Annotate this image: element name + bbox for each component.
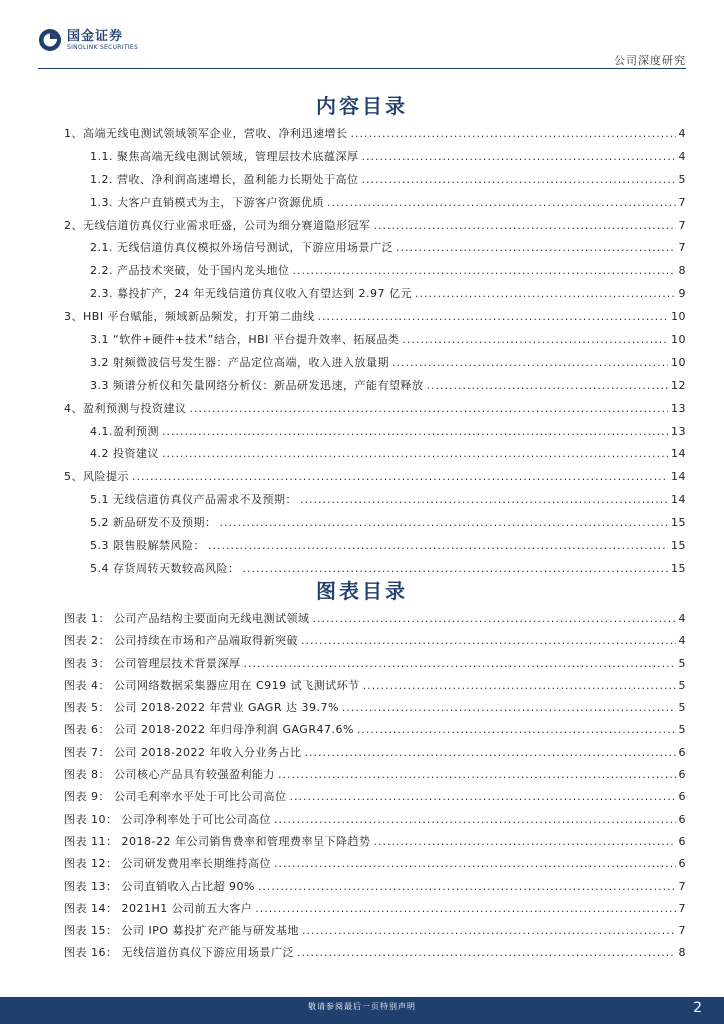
toc-entry-label: 图表 5： 公司 2018-2022 年营业 GAGR 达 39.7% [64,701,339,715]
toc-entry-label: 3.2 射频微波信号发生器：产品定位高端，收入进入放量期 [90,355,389,369]
toc-entry-page: 7 [678,241,686,255]
dot-leader [392,352,668,375]
toc-entry-page: 10 [671,310,686,324]
toc-entry[interactable] [64,466,686,489]
toc-entry[interactable] [64,329,686,352]
dot-leader [258,876,676,898]
dot-leader [300,489,668,512]
toc-entry[interactable] [64,283,686,306]
toc-entry-label: 2.2. 产品技术突破，处于国内龙头地位 [90,264,290,278]
dot-leader [255,898,675,920]
toc-entry[interactable] [64,123,686,146]
page-number: 2 [693,1000,702,1016]
toc-entry[interactable] [64,786,686,808]
sinolink-logo-icon [38,28,62,52]
toc-entry[interactable] [64,398,686,421]
toc-entry-label: 图表 15： 公司 IPO 募投扩充产能与研发基地 [64,924,300,938]
toc-entry-page: 6 [678,790,686,804]
toc-entry-label: 图表 8： 公司核心产品具有较强盈利能力 [64,768,275,782]
toc-entry-page: 5 [678,172,686,186]
dot-leader [304,742,675,764]
toc-entry-page: 13 [671,424,686,438]
toc-entry[interactable] [64,421,686,444]
dot-leader [402,329,668,352]
toc-entry-page: 7 [678,879,686,893]
toc-entry-label: 1.2. 营收、净利润高速增长，盈利能力长期处于高位 [90,172,359,186]
toc-entry[interactable] [64,237,686,260]
dot-leader [351,123,676,146]
toc-entry-label: 图表 12： 公司研发费用率长期维持高位 [64,857,271,871]
toc-entry[interactable] [64,853,686,875]
toc-entry-page: 7 [678,218,686,232]
dot-leader [290,786,676,808]
footer-disclaimer: 敬请参阅最后一页特别声明 [308,1002,416,1011]
toc-entry-label: 3.1 “软件+硬件+技术”结合，HBI 平台提升效率、拓展品类 [90,333,400,347]
dot-leader [357,719,676,741]
toc-entry-label: 4、盈利预测与投资建议 [64,401,187,415]
toc-entry[interactable] [64,146,686,169]
toc-entry[interactable] [64,608,686,630]
toc-entry-page: 6 [678,768,686,782]
toc-entry-label: 图表 16： 无线信道仿真仪下游应用场景广泛 [64,946,294,960]
toc-entry-page: 4 [678,149,686,163]
toc-entry-page: 4 [678,612,686,625]
toc-entry-label: 5.3 限售股解禁风险： [90,539,205,553]
toc-entry-label: 图表 7： 公司 2018-2022 年收入分业务占比 [64,745,302,759]
toc-entry-label: 图表 1： 公司产品结构主要面向无线电测试领域 [64,612,310,625]
dot-leader [302,920,675,942]
toc-entry[interactable] [64,697,686,719]
toc-entry-page: 5 [678,723,686,737]
dot-leader [190,398,669,421]
dot-leader [274,853,676,875]
toc-entry-page: 14 [671,470,686,484]
toc-entry-page: 9 [678,287,686,301]
dot-leader [220,512,669,535]
toc-entry[interactable] [64,675,686,697]
company-name-cn: 国金证券 [67,28,124,44]
figures-list [64,608,686,965]
toc-entry[interactable] [64,719,686,741]
toc-entry[interactable] [64,831,686,853]
toc-entry-page: 13 [671,401,686,415]
dot-leader [244,653,676,675]
toc-entry-page: 6 [678,857,686,871]
toc-entry-page: 6 [678,834,686,848]
toc-entry-label: 图表 10： 公司净利率处于可比公司高位 [64,812,271,826]
dot-leader [301,630,676,652]
toc-entry-label: 5.2 新品研发不及预期： [90,516,217,530]
toc-entry[interactable] [64,898,686,920]
dot-leader [342,697,676,719]
toc-entry-label: 2.1. 无线信道仿真仪模拟外场信号测试，下游应用场景广泛 [90,241,393,255]
toc-entry-label: 图表 11： 2018-22 年公司销售费率和管理费率呈下降趋势 [64,834,371,848]
toc-entry-label: 图表 2： 公司持续在市场和产品端取得新突破 [64,634,298,648]
toc-entry-label: 1.3. 大客户直销模式为主，下游客户资源优质 [90,195,324,209]
toc-entry-page: 15 [671,539,686,553]
dot-leader [363,675,676,697]
dot-leader [313,608,676,630]
toc-entry-page: 14 [671,447,686,461]
toc-entry-label: 5.1 无线信道仿真仪产品需求不及预期： [90,493,297,507]
toc-entry[interactable] [64,512,686,535]
dot-leader [427,375,669,398]
header-divider [38,68,686,69]
toc-entry-label: 图表 13： 公司直销收入占比超 90% [64,879,255,893]
toc-entry-label: 图表 3： 公司管理层技术背景深厚 [64,656,241,670]
toc-entry-label: 1、高端无线电测试领域领军企业，营收、净利迅速增长 [64,127,348,140]
toc-entry-label: 5.4 存货周转天数较高风险： [90,561,240,575]
toc-entry-page: 8 [678,264,686,278]
toc-entry[interactable] [64,375,686,398]
toc-entry-label: 2、无线信道仿真仪行业需求旺盛，公司为细分赛道隐形冠军 [64,218,371,232]
dot-leader [396,237,676,260]
toc-entry-label: 4.1.盈利预测 [90,424,159,438]
dot-leader [318,306,668,329]
page-header [0,0,724,70]
toc-entry[interactable] [64,876,686,898]
company-name-en: SINOLINK SECURITIES [67,43,139,51]
toc-entry-label: 4.2 投资建议 [90,447,159,461]
toc-entry-label: 图表 14： 2021H1 公司前五大客户 [64,901,253,915]
toc-entry-label: 图表 4： 公司网络数据采集器应用在 C919 试飞测试环节 [64,678,360,692]
toc-entry[interactable] [64,443,686,466]
toc-entry[interactable] [64,352,686,375]
toc-entry[interactable] [64,653,686,675]
toc-entry[interactable] [64,920,686,942]
toc-entry[interactable] [64,630,686,652]
toc-entry-page: 15 [671,561,686,575]
company-logo [38,28,138,52]
dot-leader [278,764,676,786]
toc-entry[interactable] [64,260,686,283]
toc-entry-page: 5 [678,656,686,670]
dot-leader [297,942,676,964]
dot-leader [362,146,676,169]
contents-title: 内容目录 [316,94,408,118]
toc-entry-label: 3.3 频谱分析仪和矢量网络分析仪：新品研发迅速，产能有望释放 [90,378,424,392]
toc-entry-page: 4 [678,127,686,140]
toc-entry-page: 7 [678,195,686,209]
toc-entry-page: 12 [671,378,686,392]
toc-entry[interactable] [64,306,686,329]
toc-entry-label: 图表 6： 公司 2018-2022 年归母净利润 GAGR47.6% [64,723,354,737]
dot-leader [162,443,668,466]
toc-entry-page: 5 [678,701,686,715]
toc-entry-page: 5 [678,678,686,692]
toc-entry-label: 图表 9： 公司毛利率水平处于可比公司高位 [64,790,287,804]
toc-entry[interactable] [64,489,686,512]
dot-leader [293,260,676,283]
toc-entry-label: 5、风险提示 [64,470,129,484]
figures-title: 图表目录 [316,579,408,603]
dot-leader [132,466,668,489]
dot-leader [373,831,675,853]
toc-entry[interactable] [64,809,686,831]
contents-list [64,123,686,581]
toc-entry-page: 4 [678,634,686,648]
toc-entry-page: 6 [678,812,686,826]
toc-entry-label: 3、HBI 平台赋能，频域新品频发，打开第二曲线 [64,310,315,324]
toc-entry[interactable] [64,192,686,215]
dot-leader [374,215,676,238]
toc-entry-page: 14 [671,493,686,507]
toc-entry-page: 8 [678,946,686,960]
dot-leader [274,809,676,831]
dot-leader [162,421,668,444]
toc-entry[interactable] [64,942,686,964]
dot-leader [362,169,676,192]
toc-entry-page: 6 [678,745,686,759]
dot-leader [327,192,676,215]
toc-entry[interactable] [64,764,686,786]
toc-entry-page: 10 [671,355,686,369]
toc-entry-page: 10 [671,333,686,347]
toc-entry[interactable] [64,742,686,764]
toc-entry[interactable] [64,535,686,558]
dot-leader [208,535,668,558]
toc-entry-label: 2.3. 募投扩产，24 年无线信道仿真仪收入有望达到 2.97 亿元 [90,287,412,301]
toc-entry-page: 15 [671,516,686,530]
toc-entry[interactable] [64,169,686,192]
toc-entry-page: 7 [678,901,686,915]
dot-leader [415,283,676,306]
toc-entry-label: 1.1. 聚焦高端无线电测试领域，管理层技术底蕴深厚 [90,149,359,163]
toc-entry[interactable] [64,215,686,238]
toc-entry-page: 7 [678,924,686,938]
document-type: 公司深度研究 [614,54,686,67]
